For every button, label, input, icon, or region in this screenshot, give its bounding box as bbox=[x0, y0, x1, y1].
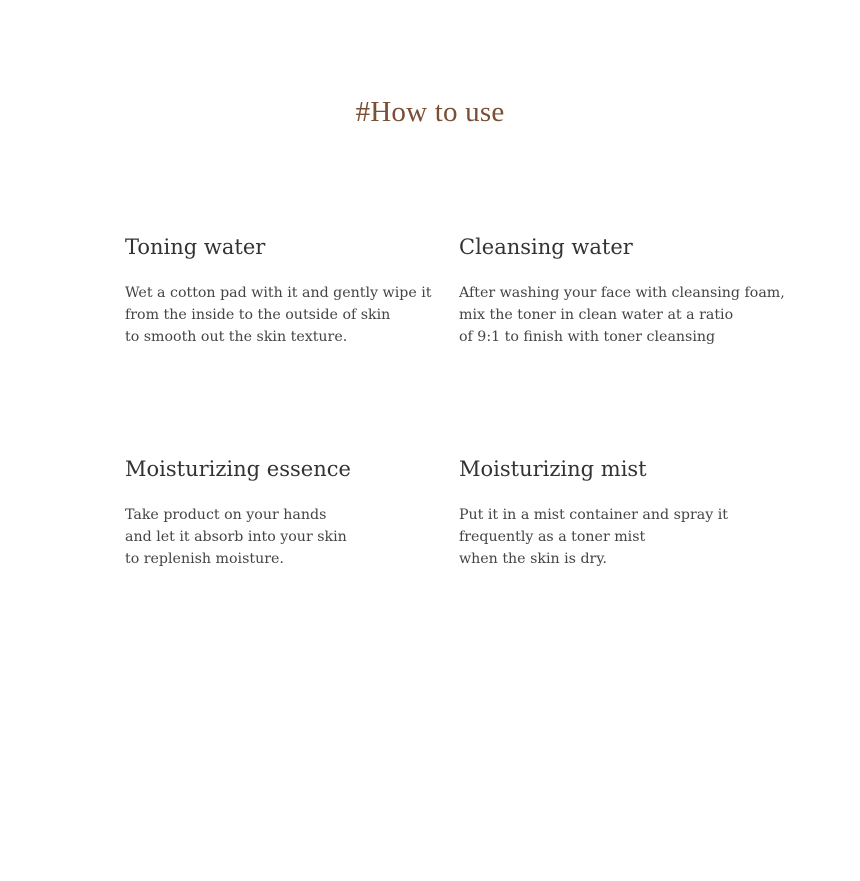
description-line: Take product on your hands bbox=[125, 507, 327, 523]
description-line: of 9:1 to finish with toner cleansing bbox=[459, 329, 716, 345]
usage-card-toning-water bbox=[125, 230, 459, 452]
card-description bbox=[459, 282, 793, 348]
usage-card-moisturizing-mist bbox=[459, 452, 793, 674]
description-line: to replenish moisture. bbox=[125, 551, 284, 567]
card-heading: Cleansing water bbox=[459, 235, 633, 259]
card-heading: Moisturizing essence bbox=[125, 457, 351, 481]
description-line: to smooth out the skin texture. bbox=[125, 329, 348, 345]
card-description bbox=[125, 504, 459, 570]
card-description bbox=[459, 504, 793, 570]
description-line: After washing your face with cleansing foam, bbox=[459, 285, 785, 301]
description-line: Wet a cotton pad with it and gently wipe it bbox=[125, 285, 432, 301]
description-line: mix the toner in clean water at a ratio bbox=[459, 307, 734, 323]
description-line: Put it in a mist container and spray it bbox=[459, 507, 728, 523]
description-line: when the skin is dry. bbox=[459, 551, 607, 567]
usage-card-cleansing-water bbox=[459, 230, 793, 452]
card-heading: Moisturizing mist bbox=[459, 457, 647, 481]
description-line: from the inside to the outside of skin bbox=[125, 307, 391, 323]
card-description bbox=[125, 282, 459, 348]
usage-card-moisturizing-essence bbox=[125, 452, 459, 674]
card-heading: Toning water bbox=[125, 235, 266, 259]
usage-grid bbox=[125, 230, 825, 674]
description-line: and let it absorb into your skin bbox=[125, 529, 347, 545]
description-line: frequently as a toner mist bbox=[459, 529, 646, 545]
page-title: #How to use bbox=[355, 96, 505, 128]
